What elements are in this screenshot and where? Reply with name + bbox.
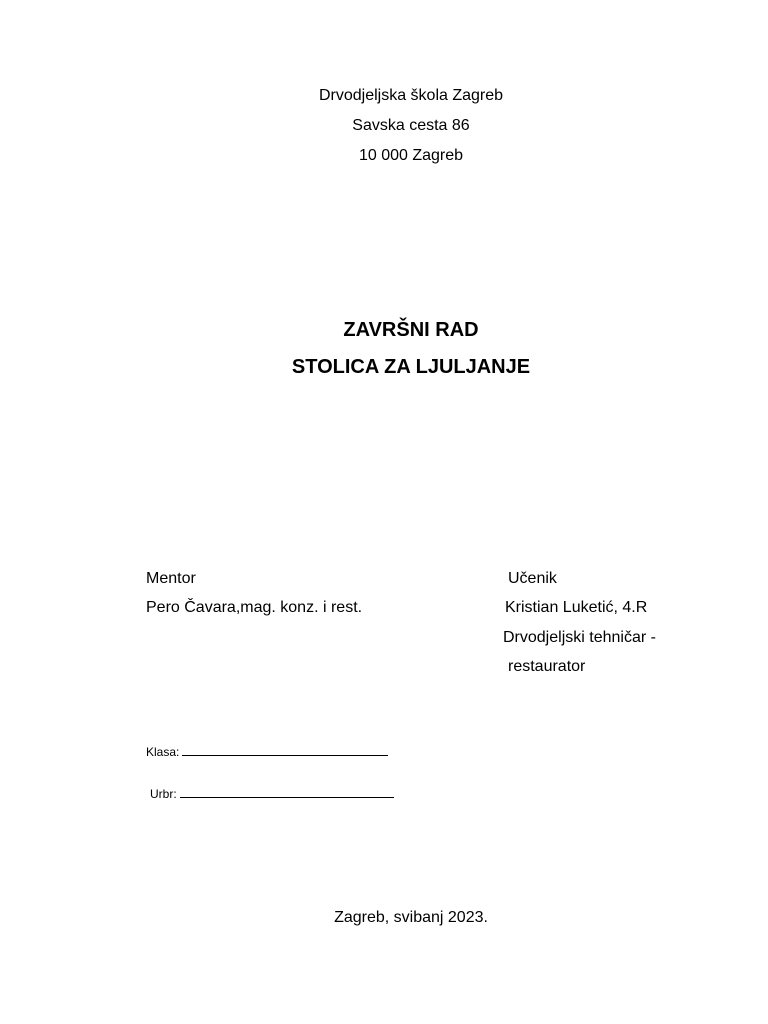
urbr-blank-line <box>180 786 394 798</box>
mentor-label: Mentor <box>146 570 196 587</box>
school-street: Savska cesta 86 <box>352 117 470 134</box>
klasa-blank-line <box>182 744 388 756</box>
student-name: Kristian Luketić, 4.R <box>505 599 648 616</box>
document-type-title: ZAVRŠNI RAD <box>343 319 479 341</box>
school-city: 10 000 Zagreb <box>358 147 464 164</box>
student-occupation-line2: restaurator <box>508 658 586 675</box>
place-and-date: Zagreb, svibanj 2023. <box>334 909 488 926</box>
student-label: Učenik <box>508 570 557 587</box>
klasa-field <box>146 744 388 760</box>
student-occupation-line1: Drvodjeljski tehničar - <box>503 629 656 646</box>
urbr-field <box>150 786 394 802</box>
thesis-title: STOLICA ZA LJULJANJE <box>291 356 531 378</box>
mentor-name: Pero Čavara,mag. konz. i rest. <box>146 599 363 616</box>
school-name: Drvodjeljska škola Zagreb <box>318 87 504 104</box>
klasa-label: Klasa: <box>146 745 180 759</box>
urbr-label: Urbr: <box>150 787 177 801</box>
